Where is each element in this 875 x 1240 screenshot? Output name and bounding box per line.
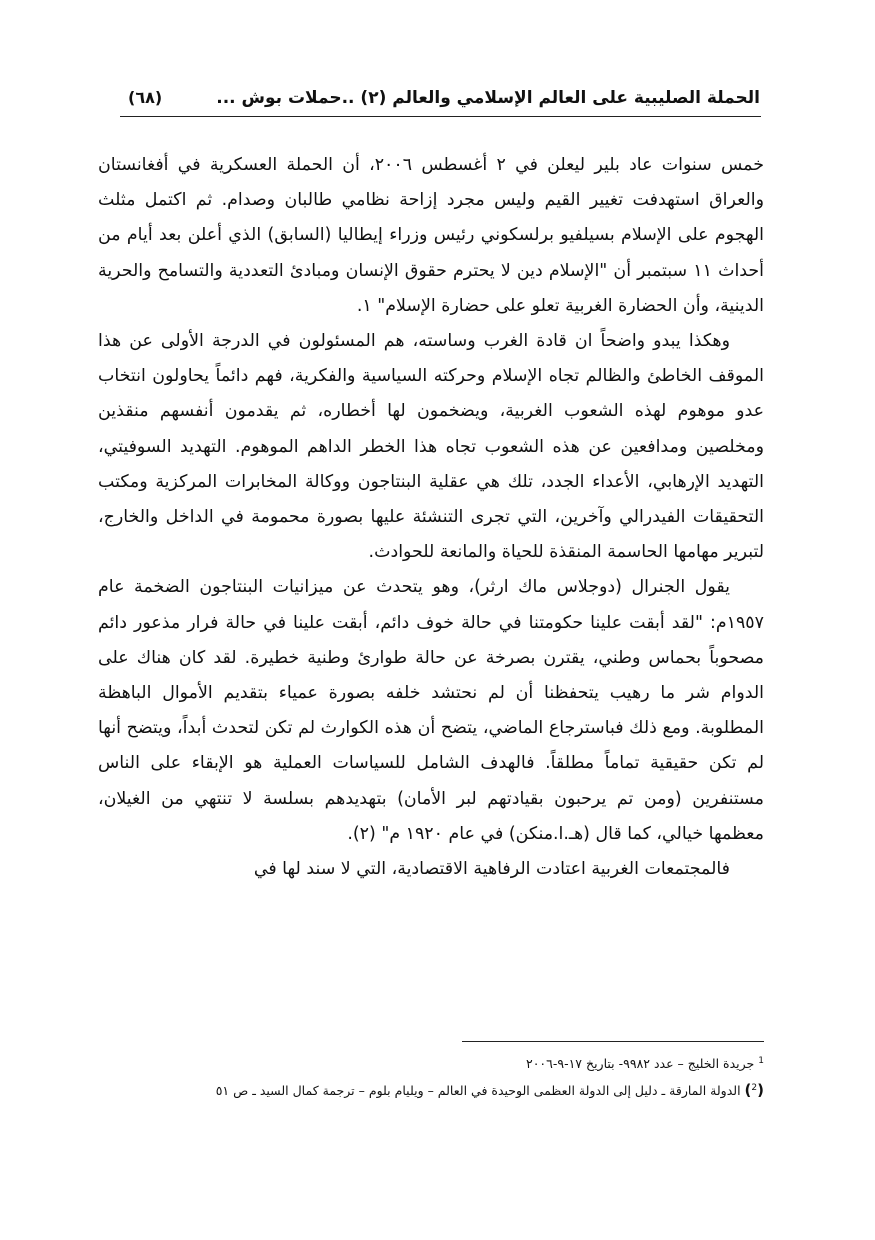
footnote-2-marker: 2 <box>751 1082 758 1093</box>
running-title: الحملة الصليبية على العالم الإسلامي والعالم (٢) ..حملات بوش ... <box>216 88 760 108</box>
footnote-2-close-paren: ) <box>744 1081 752 1099</box>
body-text <box>98 148 764 887</box>
footnote-2-text: الدولة المارقة ـ دليل إلى الدولة العظمى الوحيدة في العالم – ويليام بلوم – ترجمة كمال السيد ـ ص ٥١ <box>215 1083 741 1098</box>
footnote-2 <box>98 1077 764 1104</box>
paragraph-4: فالمجتمعات الغربية اعتادت الرفاهية الاقتصادية، التي لا سند لها في <box>253 859 730 880</box>
header-divider <box>120 116 761 117</box>
paragraph-3: يقول الجنرال (دوجلاس ماك ارثر)، وهو يتحدث عن ميزانيات البنتاجون الضخمة عام ١٩٥٧م: "لقد أبقت علينا حكومتنا في حالة خوف دائم، أبقت علينا في حالة فرار مذعور دائم مصحوباً بحماس وطني، يقترن بصرخة عن حالة طوارئ وطنية خطيرة. لقد كان هناك على الدوام شر ما رهيب يتحفظنا أن لم نحتشد خلفه بصورة عمياء بتقديم الأموال الباهظة المطلوبة. ومع ذلك فباسترجاع الماضي، يتضح أن هذه الكوارث لم تكن لتحدث أبداً، ويتضح أنها لم تكن حقيقية تماماً مطلقاً. فالهدف الشامل للسياسات العملية هو الإبقاء على الناس مستنفرين (ومن تم يرحبون بقيادتهم لبر الأمان) بتهديدهم بسلسة لا تنتهي من الغيلان، معظمها خيالي، كما قال (هـ.ا.منكن) في عام ١٩٢٠ م" (٢). <box>98 577 764 844</box>
page-header <box>120 86 760 116</box>
footnote-1 <box>98 1050 764 1077</box>
footnote-2-open-paren: ( <box>757 1081 764 1099</box>
footnote-1-marker: 1 <box>758 1055 764 1066</box>
footnote-1-text: جريدة الخليج – عدد ٩٩٨٢- بتاريخ ١٧-٩-٢٠٠٦ <box>525 1056 755 1071</box>
paragraph-2: وهكذا يبدو واضحاً ان قادة الغرب وساسته، هم المسئولون في الدرجة الأولى عن هذا الموقف الخاطئ والظالم تجاه الإسلام وحركته السياسية والفكرية، فهم دائماً يحاولون انتخاب عدو موهوم لهذه الشعوب الغربية، ويضخمون لها أخطاره، ثم يقدمون أنفسهم منقذين ومخلصين ومدافعين عن هذه الشعوب تجاه هذا الخطر الداهم الموهوم. التهديد السوفيتي، التهديد الإرهابي، الأعداء الجدد، تلك هي عقلية البنتاجون ووكالة المخابرات المركزية ومكتب التحقيقات الفيدرالي وآخرين، التي تجرى التنشئة عليها بصورة محمومة في الداخل والخارج، لتبرير مهامها الحاسمة المنقذة للحياة والمانعة للحوادث. <box>98 331 764 563</box>
page-number: (٦٨) <box>128 88 163 107</box>
paragraph-1: خمس سنوات عاد بلير ليعلن في ٢ أغسطس ٢٠٠٦، أن الحملة العسكرية في أفغانستان والعراق استهدفت تغيير القيم وليس مجرد إزاحة نظامي طالبان وصدام. ثم اكتمل مثلث الهجوم على الإسلام بسيلفيو برلسكوني رئيس وزراء إيطاليا (السابق) الذي أعلن بعد أيام من أحداث ١١ سبتمبر أن "الإسلام دين لا يحترم حقوق الإنسان ومبادئ التعددية والتسامح والحرية الدينية، وأن الحضارة الغربية تعلو على حضارة الإسلام" ١. <box>98 155 764 316</box>
footnote-divider <box>462 1041 764 1042</box>
footnotes <box>98 1050 764 1104</box>
